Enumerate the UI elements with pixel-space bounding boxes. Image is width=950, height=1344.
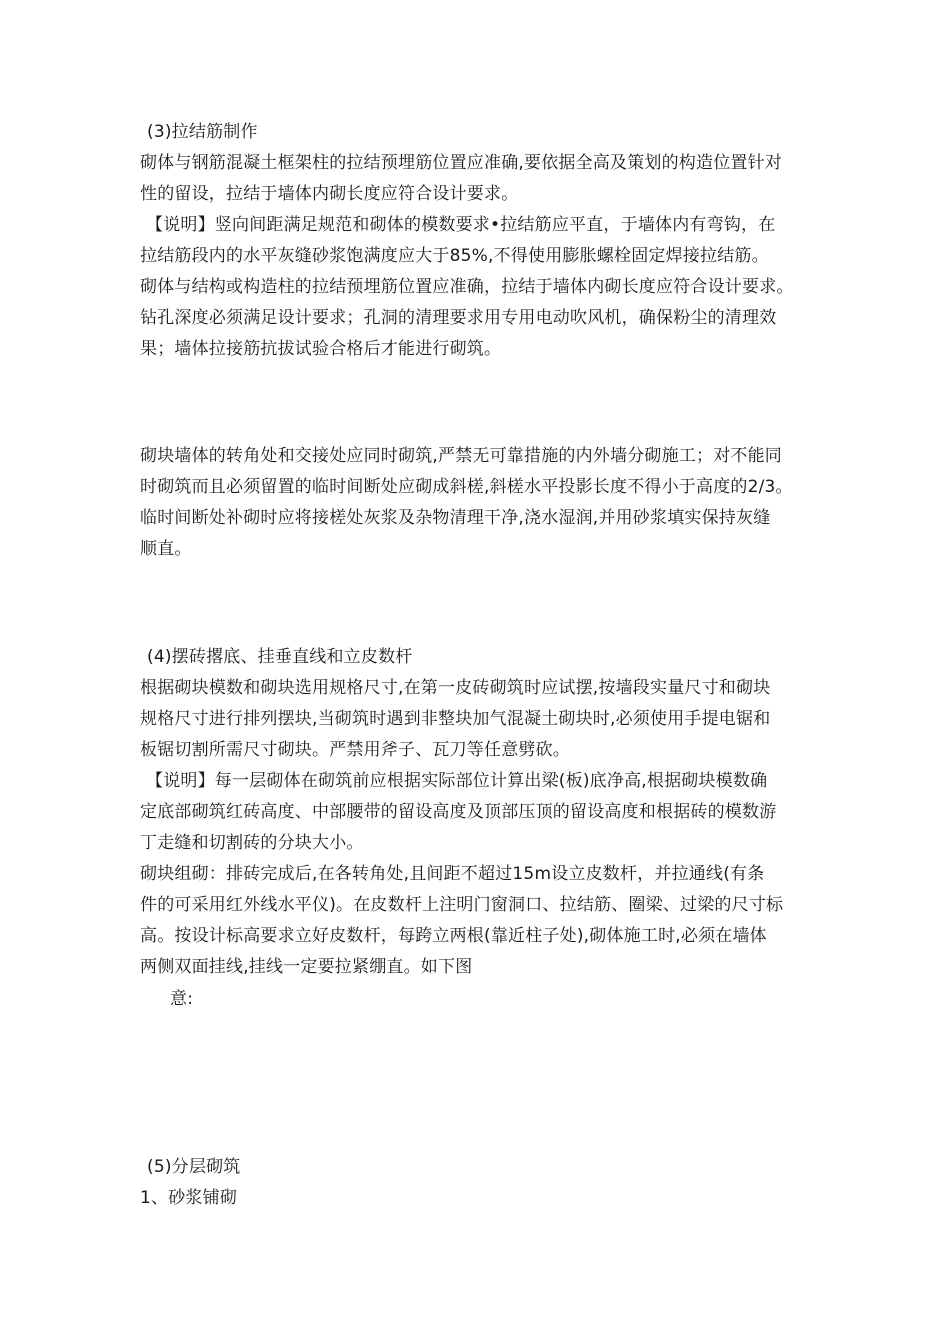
section-3-line-2: 性的留设，拉结于墙体内砌长度应符合设计要求。 [140,184,519,204]
section-4-line-9: 高。按设计标高要求立好皮数杆，每跨立两根(靠近柱子处),砌体施工时,必须在墙体 [140,926,767,946]
section-5-heading: (5)分层砌筑 [147,1157,241,1177]
section-4-line-7: 砌块组砌：排砖完成后,在各转角处,且间距不超过15m设立皮数杆，并拉通线(有条 [140,864,765,884]
corner-paragraph-line-3: 临时间断处补砌时应将接槎处灰浆及杂物清理干净,浇水湿润,并用砂浆填实保持灰缝 [140,508,771,528]
section-3-line-7: 果；墙体拉接筋抗拔试验合格后才能进行砌筑。 [140,339,502,359]
section-4-line-11: 意: [170,989,194,1009]
section-4-line-10: 两侧双面挂线,挂线一定要拉紧绷直。如下图 [140,957,473,977]
section-4-line-6: 丁走缝和切割砖的分块大小。 [140,833,364,853]
corner-paragraph-line-1: 砌块墙体的转角处和交接处应同时砌筑,严禁无可靠措施的内外墙分砌施工；对不能同 [140,446,783,466]
section-3-line-5: 砌体与结构或构造柱的拉结预埋筋位置应准确，拉结于墙体内砌长度应符合设计要求。 [140,277,794,297]
section-4-line-3: 板锯切割所需尺寸砌块。严禁用斧子、瓦刀等任意劈砍。 [140,740,570,760]
section-4-line-5: 定底部砌筑红砖高度、中部腰带的留设高度及顶部压顶的留设高度和根据砖的模数游 [140,802,777,822]
section-4-line-1: 根据砌块模数和砌块选用规格尺寸,在第一皮砖砌筑时应试摆,按墙段实量尺寸和砌块 [140,678,771,698]
section-5-subheading: 1、砂浆铺砌 [140,1188,238,1208]
section-4-line-2: 规格尺寸进行排列摆块,当砌筑时遇到非整块加气混凝土砌块时,必须使用手提电锯和 [140,709,771,729]
section-4-heading: (4)摆砖撂底、挂垂直线和立皮数杆 [147,647,413,667]
section-3-line-4: 拉结筋段内的水平灰缝砂浆饱满度应大于85%,不得使用膨胀螺栓固定焊接拉结筋。 [140,246,769,266]
section-4-note-line-1: 【说明】每一层砌体在砌筑前应根据实际部位计算出梁(板)底净高,根据砌块模数确 [146,771,768,791]
corner-paragraph-line-2: 时砌筑而且必须留置的临时间断处应砌成斜槎,斜槎水平投影长度不得小于高度的2/3。 [140,477,793,497]
section-3-note-line-1: 【说明】竖向间距满足规范和砌体的模数要求•拉结筋应平直，于墙体内有弯钩，在 [146,215,776,235]
section-3-line-6: 钻孔深度必须满足设计要求；孔洞的清理要求用专用电动吹风机，确保粉尘的清理效 [140,308,777,328]
section-3-line-1: 砌体与钢筋混凝土框架柱的拉结预埋筋位置应准确,要依据全高及策划的构造位置针对 [140,153,783,173]
section-3-heading: (3)拉结筋制作 [147,122,258,142]
corner-paragraph-line-4: 顺直。 [140,539,192,559]
section-4-line-8: 件的可采用红外线水平仪)。在皮数杆上注明门窗洞口、拉结筋、圈梁、过梁的尺寸标 [140,895,784,915]
